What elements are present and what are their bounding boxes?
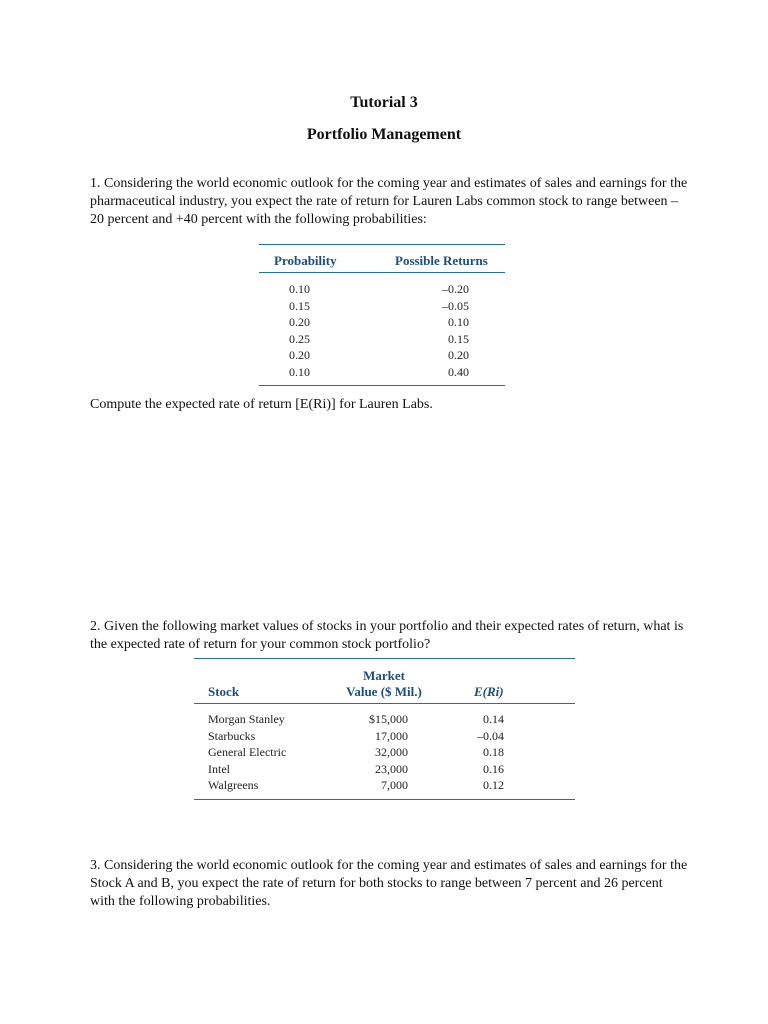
column-header-possible-returns: Possible Returns — [395, 253, 488, 268]
column-header-probability: Probability — [274, 253, 337, 268]
document-subtitle: Portfolio Management — [306, 126, 462, 143]
column-header-market-line1: Market — [363, 668, 405, 683]
table-cell: 0.10 — [448, 315, 469, 329]
table-cell: 0.12 — [483, 778, 504, 792]
table-cell: 0.10 — [289, 364, 310, 379]
document-title: Tutorial 3 — [350, 94, 418, 111]
question-1-prompt: Compute the expected rate of return [E(Ri)] for Lauren Labs. — [90, 397, 433, 412]
table-cell: Starbucks — [208, 728, 256, 743]
table-cell: Walgreens — [208, 778, 259, 792]
table-cell: 0.40 — [448, 364, 469, 379]
table-cell: 0.20 — [448, 348, 469, 362]
table-cell: 0.18 — [483, 745, 504, 759]
table-cell: 0.16 — [483, 761, 504, 776]
table-cell: 23,000 — [375, 761, 408, 776]
table-cell: General Electric — [208, 745, 287, 759]
table-cell: 32,000 — [375, 745, 408, 759]
probability-table — [259, 244, 505, 386]
table-cell: $15,000 — [369, 712, 408, 726]
table-cell: 0.15 — [289, 298, 310, 313]
table-cell: –0.05 — [442, 298, 469, 313]
table-cell: 0.10 — [289, 282, 310, 296]
table-cell: 0.15 — [448, 331, 469, 346]
question-3-text: 3. Considering the world economic outlook for the coming year and estimates of sales and earnings for the Stock A and B, you expect the rate of return for both stocks to range between 7 percent and 26 percent with the following probabilities. — [90, 858, 688, 909]
table-cell: 0.25 — [289, 331, 310, 346]
column-header-stock: Stock — [208, 684, 240, 699]
question-1-text: 1. Considering the world economic outlook for the coming year and estimates of sales and earnings for the pharmaceutical industry, you expect the rate of return for Lauren Labs common stock to range between –20 percent and +40 percent with the following probabilities: — [90, 176, 688, 227]
table-cell: Morgan Stanley — [208, 712, 285, 726]
question-2-text: 2. Given the following market values of stocks in your portfolio and their expected rates of return, what is the expected rate of return for your common stock portfolio? — [90, 619, 684, 652]
market-value-column — [344, 711, 408, 794]
table-cell: 7,000 — [381, 778, 408, 792]
table-cell: –0.20 — [442, 282, 469, 296]
table-header-rule — [194, 703, 575, 704]
stock-column — [208, 711, 318, 794]
returns-column — [419, 281, 469, 380]
table-cell: 0.20 — [289, 348, 310, 362]
table-cell: 0.14 — [483, 712, 504, 726]
table-header-rule — [259, 272, 505, 273]
column-header-market-line2: Value ($ Mil.) — [346, 684, 422, 699]
table-cell: 0.20 — [289, 315, 310, 329]
portfolio-table — [194, 658, 575, 800]
table-cell: –0.04 — [477, 728, 504, 743]
table-cell: 17,000 — [375, 728, 408, 743]
column-header-expected-return: E(Ri) — [474, 684, 504, 699]
table-cell: Intel — [208, 761, 230, 776]
probability-column — [289, 281, 329, 380]
expected-return-column — [464, 711, 504, 794]
